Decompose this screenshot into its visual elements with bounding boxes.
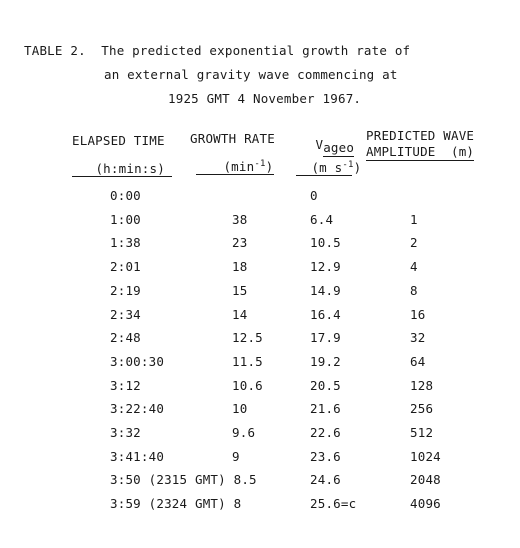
header-vageo-subscript: ageo	[323, 139, 355, 155]
cell-amplitude: 256	[410, 401, 434, 417]
header-elapsed-time: ELAPSED TIME	[72, 133, 165, 148]
header-growth-rate: GROWTH RATE	[190, 131, 275, 146]
cell-amplitude: 1024	[410, 448, 441, 464]
cell-elapsed-time: 2:01	[110, 259, 141, 275]
cell-vageo: 10.5	[310, 235, 341, 251]
header-growth-rate-units-b: )	[265, 158, 274, 174]
cell-vageo: 22.6	[310, 425, 341, 440]
cell-amplitude: 4096	[410, 496, 441, 512]
cell-amplitude: 128	[410, 377, 434, 393]
cell-growth-rate: 12.5	[232, 330, 263, 346]
header-vageo-units-a: (m s	[311, 159, 343, 175]
cell-elapsed-time: 2:34	[110, 306, 141, 322]
cell-amplitude: 16	[410, 306, 426, 322]
cell-elapsed-time: 3:32	[110, 425, 141, 440]
table-caption-line-3: 1925 GMT 4 November 1967.	[168, 91, 362, 106]
cell-growth-rate: 23	[232, 235, 248, 251]
cell-vageo: 16.4	[310, 306, 341, 322]
cell-growth-rate: 10	[232, 401, 248, 417]
cell-growth-rate: 9	[232, 448, 240, 464]
cell-growth-rate: 10.6	[232, 377, 263, 393]
cell-elapsed-time: 3:12	[110, 377, 141, 393]
cell-growth-rate: 15	[232, 282, 248, 298]
cell-elapsed-time: 3:41:40	[110, 448, 165, 464]
cell-growth-rate: 11.5	[232, 353, 263, 369]
cell-vageo: 21.6	[310, 401, 341, 417]
cell-growth-rate: 18	[232, 259, 248, 275]
cell-elapsed-time: 1:00	[110, 211, 141, 227]
header-predicted-wave: PREDICTED WAVE	[366, 128, 475, 143]
header-growth-rate-units	[196, 147, 274, 175]
cell-vageo: 6.4	[310, 211, 334, 227]
cell-vageo: 20.5	[310, 377, 341, 393]
cell-amplitude: 32	[410, 330, 426, 346]
cell-amplitude: 512	[410, 425, 434, 440]
header-growth-rate-units-a: (min	[223, 158, 255, 174]
cell-elapsed-time: 3:59 (2324 GMT) 8	[110, 496, 242, 512]
cell-elapsed-time: 3:50 (2315 GMT) 8.5	[110, 472, 257, 488]
cell-vageo: 17.9	[310, 330, 341, 346]
cell-vageo: 19.2	[310, 353, 341, 369]
cell-growth-rate: 14	[232, 306, 248, 322]
cell-elapsed-time: 2:19	[110, 282, 141, 298]
header-vageo-units-b: )	[353, 159, 362, 175]
cell-elapsed-time: 3:22:40	[110, 401, 165, 417]
header-vageo-v: V	[315, 136, 324, 152]
cell-vageo: 14.9	[310, 282, 341, 298]
cell-elapsed-time: 3:00:30	[110, 353, 165, 369]
cell-vageo: 12.9	[310, 259, 341, 275]
cell-amplitude: 2048	[410, 472, 441, 488]
cell-vageo: 25.6=c	[310, 496, 357, 512]
cell-amplitude: 64	[410, 353, 426, 369]
cell-amplitude: 8	[410, 282, 418, 298]
header-vageo-units-sup: -1	[342, 159, 354, 170]
header-elapsed-time-units-text: (h:min:s)	[95, 160, 165, 176]
cell-amplitude: 2	[410, 235, 418, 251]
cell-growth-rate: 38	[232, 211, 248, 227]
cell-amplitude: 4	[410, 259, 418, 275]
table-caption-line-2: an external gravity wave commencing at	[104, 67, 398, 82]
cell-growth-rate: 9.6	[232, 425, 256, 440]
header-growth-rate-units-sup: -1	[254, 158, 266, 169]
cell-vageo: 0	[310, 188, 318, 203]
cell-elapsed-time: 1:38	[110, 235, 141, 251]
header-elapsed-time-units	[72, 150, 172, 177]
header-amplitude: AMPLITUDE (m)	[366, 144, 475, 159]
cell-vageo: 24.6	[310, 472, 341, 488]
cell-vageo: 23.6	[310, 448, 341, 464]
table-caption-line-1: TABLE 2. The predicted exponential growth rate of	[24, 43, 411, 58]
header-vageo-units	[296, 148, 362, 176]
cell-amplitude: 1	[410, 211, 418, 227]
cell-elapsed-time: 0:00	[110, 188, 141, 203]
cell-elapsed-time: 2:48	[110, 330, 141, 346]
